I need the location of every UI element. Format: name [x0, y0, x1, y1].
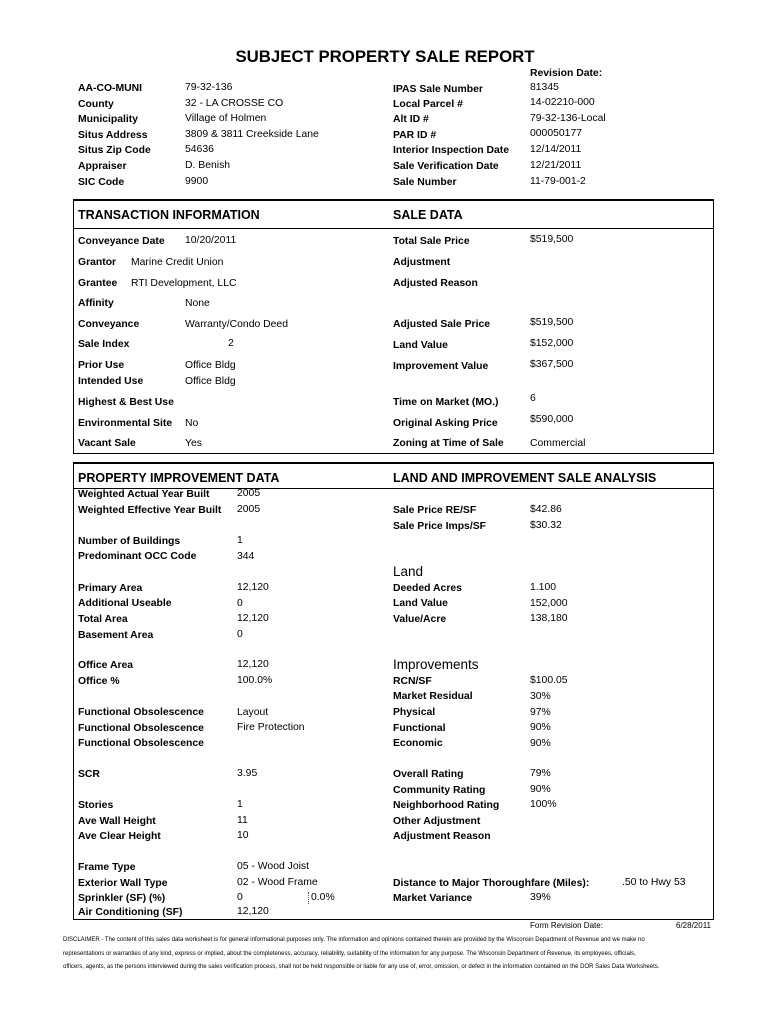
property-improvement-heading: PROPERTY IMPROVEMENT DATA — [78, 471, 280, 485]
rcn-sf-label: RCN/SF — [393, 676, 432, 687]
total-sale-price-label: Total Sale Price — [393, 236, 470, 247]
primary-area-value: 12,120 — [237, 582, 269, 593]
vacant-sale-label: Vacant Sale — [78, 438, 136, 449]
sale-price-imps-sf-label: Sale Price Imps/SF — [393, 521, 486, 532]
primary-area-label: Primary Area — [78, 583, 143, 594]
conveyance-label: Conveyance — [78, 319, 140, 330]
appraiser-label: Appraiser — [78, 161, 127, 172]
overall-rating-label: Overall Rating — [393, 769, 464, 780]
disclaimer-line-3: officers, agents, as the persons interviewed during the sales verification process, shall not be held responsible or liable for any use of, error, omission, or defect in the information contained on the DOR Sales Data Worksheets. — [63, 964, 660, 970]
number-of-buildings-label: Number of Buildings — [78, 536, 181, 547]
community-rating-value: 90% — [530, 784, 551, 795]
sprinkler-divider — [308, 892, 309, 904]
original-asking-price-label: Original Asking Price — [393, 418, 498, 429]
appraiser-value: D. Benish — [185, 160, 231, 171]
sale-price-imps-sf-value: $30.32 — [530, 520, 562, 531]
economic-value: 90% — [530, 738, 551, 749]
disclaimer-line-1: DISCLAIMER - The content of this sales data worksheet is for general informational purposes only. The information and opinions contained therein are provided by the Wisconsin Department of Revenue and we make no — [63, 937, 645, 943]
rcn-sf-value: $100.05 — [530, 675, 568, 686]
municipality-label: Municipality — [78, 114, 139, 125]
time-on-market-value: 6 — [530, 393, 536, 404]
adjusted-reason-label: Adjusted Reason — [393, 278, 478, 289]
sprinkler-label: Sprinkler (SF) (%) — [78, 893, 166, 904]
functional-label: Functional — [393, 723, 446, 734]
exterior-wall-type-label: Exterior Wall Type — [78, 878, 168, 889]
transaction-header-divider — [73, 228, 714, 229]
analysis-land-value-value: 152,000 — [530, 598, 568, 609]
grantee-value: RTI Development, LLC — [131, 278, 237, 289]
office-area-value: 12,120 — [237, 659, 269, 670]
conveyance-value: Warranty/Condo Deed — [185, 319, 288, 330]
land-subheading: Land — [393, 564, 424, 579]
land-value-label: Land Value — [393, 340, 448, 351]
actual-year-built-value: 2005 — [237, 488, 261, 499]
sic-code-value: 9900 — [185, 176, 209, 187]
functional-value: 90% — [530, 722, 551, 733]
sale-index-label: Sale Index — [78, 339, 130, 350]
improvements-subheading: Improvements — [393, 657, 479, 672]
scr-label: SCR — [78, 769, 100, 780]
functional-obsolescence-3-label: Functional Obsolescence — [78, 738, 204, 749]
sic-code-label: SIC Code — [78, 177, 125, 188]
office-area-label: Office Area — [78, 660, 134, 671]
affinity-value: None — [185, 298, 210, 309]
conveyance-date-value: 10/20/2011 — [185, 235, 237, 246]
environmental-site-label: Environmental Site — [78, 418, 173, 429]
occ-code-label: Predominant OCC Code — [78, 551, 197, 562]
alt-id-label: Alt ID # — [393, 114, 429, 125]
air-conditioning-label: Air Conditioning (SF) — [78, 907, 183, 918]
par-id-value: 000050177 — [530, 128, 583, 139]
sale-verification-date-label: Sale Verification Date — [393, 161, 499, 172]
sale-number-label: Sale Number — [393, 177, 457, 188]
intended-use-value: Office Bldg — [185, 376, 236, 387]
sprinkler-percent-value: 0.0% — [311, 892, 335, 903]
other-adjustment-label: Other Adjustment — [393, 816, 481, 827]
functional-obsolescence-2-label: Functional Obsolescence — [78, 723, 204, 734]
adjustment-reason-label: Adjustment Reason — [393, 831, 491, 842]
office-percent-label: Office % — [78, 676, 120, 687]
stories-value: 1 — [237, 799, 243, 810]
number-of-buildings-value: 1 — [237, 535, 243, 546]
situs-address-label: Situs Address — [78, 130, 148, 141]
adjusted-sale-price-label: Adjusted Sale Price — [393, 319, 491, 330]
air-conditioning-value: 12,120 — [237, 906, 269, 917]
ave-wall-height-label: Ave Wall Height — [78, 816, 156, 827]
prior-use-label: Prior Use — [78, 360, 125, 371]
sale-number-value: 11-79-001-2 — [530, 176, 586, 187]
ipas-sale-number-value: 81345 — [530, 82, 559, 93]
alt-id-value: 79-32-136-Local — [530, 113, 606, 124]
grantor-value: Marine Credit Union — [131, 257, 224, 268]
grantee-label: Grantee — [78, 278, 118, 289]
highest-best-use-label: Highest & Best Use — [78, 397, 174, 408]
aa-co-muni-label: AA-CO-MUNI — [78, 83, 143, 94]
county-label: County — [78, 99, 114, 110]
actual-year-built-label: Weighted Actual Year Built — [78, 489, 210, 500]
effective-year-built-value: 2005 — [237, 504, 261, 515]
interior-inspection-date-label: Interior Inspection Date — [393, 145, 510, 156]
adjusted-sale-price-value: $519,500 — [530, 317, 574, 328]
ipas-sale-number-label: IPAS Sale Number — [393, 84, 483, 95]
situs-zip-value: 54636 — [185, 144, 214, 155]
original-asking-price-value: $590,000 — [530, 414, 574, 425]
value-per-acre-value: 138,180 — [530, 613, 568, 624]
community-rating-label: Community Rating — [393, 785, 486, 796]
sale-verification-date-value: 12/21/2011 — [530, 160, 582, 171]
zoning-value: Commercial — [530, 438, 586, 449]
vacant-sale-value: Yes — [185, 438, 202, 449]
situs-zip-label: Situs Zip Code — [78, 145, 151, 156]
total-area-value: 12,120 — [237, 613, 269, 624]
stories-label: Stories — [78, 800, 114, 811]
situs-address-value: 3809 & 3811 Creekside Lane — [185, 129, 319, 140]
transaction-information-heading: TRANSACTION INFORMATION — [78, 208, 260, 222]
economic-label: Economic — [393, 738, 443, 749]
total-sale-price-value: $519,500 — [530, 234, 574, 245]
effective-year-built-label: Weighted Effective Year Built — [78, 505, 222, 516]
municipality-value: Village of Holmen — [185, 113, 267, 124]
interior-inspection-date-value: 12/14/2011 — [530, 144, 582, 155]
grantor-label: Grantor — [78, 257, 117, 268]
scr-value: 3.95 — [237, 768, 258, 779]
deeded-acres-label: Deeded Acres — [393, 583, 462, 594]
land-value-value: $152,000 — [530, 338, 574, 349]
disclaimer-line-2: representations or warranties of any kind, express or implied, about the completeness, accuracy, reliability, suitability of the information for any purpose. The Wisconsin Department of Revenue, its employees, officials, — [63, 951, 636, 957]
local-parcel-label: Local Parcel # — [393, 99, 463, 110]
physical-value: 97% — [530, 707, 551, 718]
market-variance-label: Market Variance — [393, 893, 473, 904]
value-per-acre-label: Value/Acre — [393, 614, 447, 625]
office-percent-value: 100.0% — [237, 675, 273, 686]
total-area-label: Total Area — [78, 614, 128, 625]
additional-useable-label: Additional Useable — [78, 598, 172, 609]
physical-label: Physical — [393, 707, 436, 718]
market-variance-value: 39% — [530, 892, 551, 903]
sale-index-value: 2 — [228, 338, 234, 349]
ave-clear-height-value: 10 — [237, 830, 249, 841]
sale-data-heading: SALE DATA — [393, 208, 463, 222]
market-residual-value: 30% — [530, 691, 551, 702]
county-value: 32 - LA CROSSE CO — [185, 98, 284, 109]
sprinkler-sf-value: 0 — [237, 892, 243, 903]
sale-price-re-sf-value: $42.86 — [530, 504, 562, 515]
frame-type-label: Frame Type — [78, 862, 136, 873]
improvement-value-label: Improvement Value — [393, 361, 489, 372]
zoning-label: Zoning at Time of Sale — [393, 438, 504, 449]
environmental-site-value: No — [185, 418, 199, 429]
form-revision-date-value: 6/28/2011 — [676, 921, 711, 930]
par-id-label: PAR ID # — [393, 130, 437, 141]
distance-thoroughfare-label: Distance to Major Thoroughfare (Miles): — [393, 878, 590, 889]
distance-thoroughfare-value: .50 to Hwy 53 — [622, 877, 686, 888]
market-residual-label: Market Residual — [393, 691, 473, 702]
functional-obsolescence-1-label: Functional Obsolescence — [78, 707, 204, 718]
functional-obsolescence-1-value: Layout — [237, 707, 269, 718]
affinity-label: Affinity — [78, 298, 114, 309]
local-parcel-value: 14-02210-000 — [530, 97, 595, 108]
revision-date-label: Revision Date: — [530, 68, 603, 79]
report-title: SUBJECT PROPERTY SALE REPORT — [235, 47, 535, 66]
analysis-land-value-label: Land Value — [393, 598, 448, 609]
deeded-acres-value: 1.100 — [530, 582, 557, 593]
neighborhood-rating-value: 100% — [530, 799, 557, 810]
ave-wall-height-value: 11 — [237, 815, 248, 826]
conveyance-date-label: Conveyance Date — [78, 236, 165, 247]
basement-area-label: Basement Area — [78, 630, 154, 641]
improvement-value-value: $367,500 — [530, 359, 574, 370]
basement-area-value: 0 — [237, 629, 243, 640]
overall-rating-value: 79% — [530, 768, 551, 779]
exterior-wall-type-value: 02 - Wood Frame — [237, 877, 318, 888]
frame-type-value: 05 - Wood Joist — [237, 861, 309, 872]
aa-co-muni-value: 79-32-136 — [185, 82, 233, 93]
time-on-market-label: Time on Market (MO.) — [393, 397, 499, 408]
sale-analysis-heading: LAND AND IMPROVEMENT SALE ANALYSIS — [393, 471, 657, 485]
adjustment-label: Adjustment — [393, 257, 451, 268]
intended-use-label: Intended Use — [78, 376, 144, 387]
ave-clear-height-label: Ave Clear Height — [78, 831, 161, 842]
form-revision-date-label: Form Revision Date: — [530, 921, 603, 930]
functional-obsolescence-2-value: Fire Protection — [237, 722, 305, 733]
prior-use-value: Office Bldg — [185, 360, 236, 371]
additional-useable-value: 0 — [237, 598, 243, 609]
occ-code-value: 344 — [237, 551, 255, 562]
neighborhood-rating-label: Neighborhood Rating — [393, 800, 500, 811]
sale-price-re-sf-label: Sale Price RE/SF — [393, 505, 477, 516]
